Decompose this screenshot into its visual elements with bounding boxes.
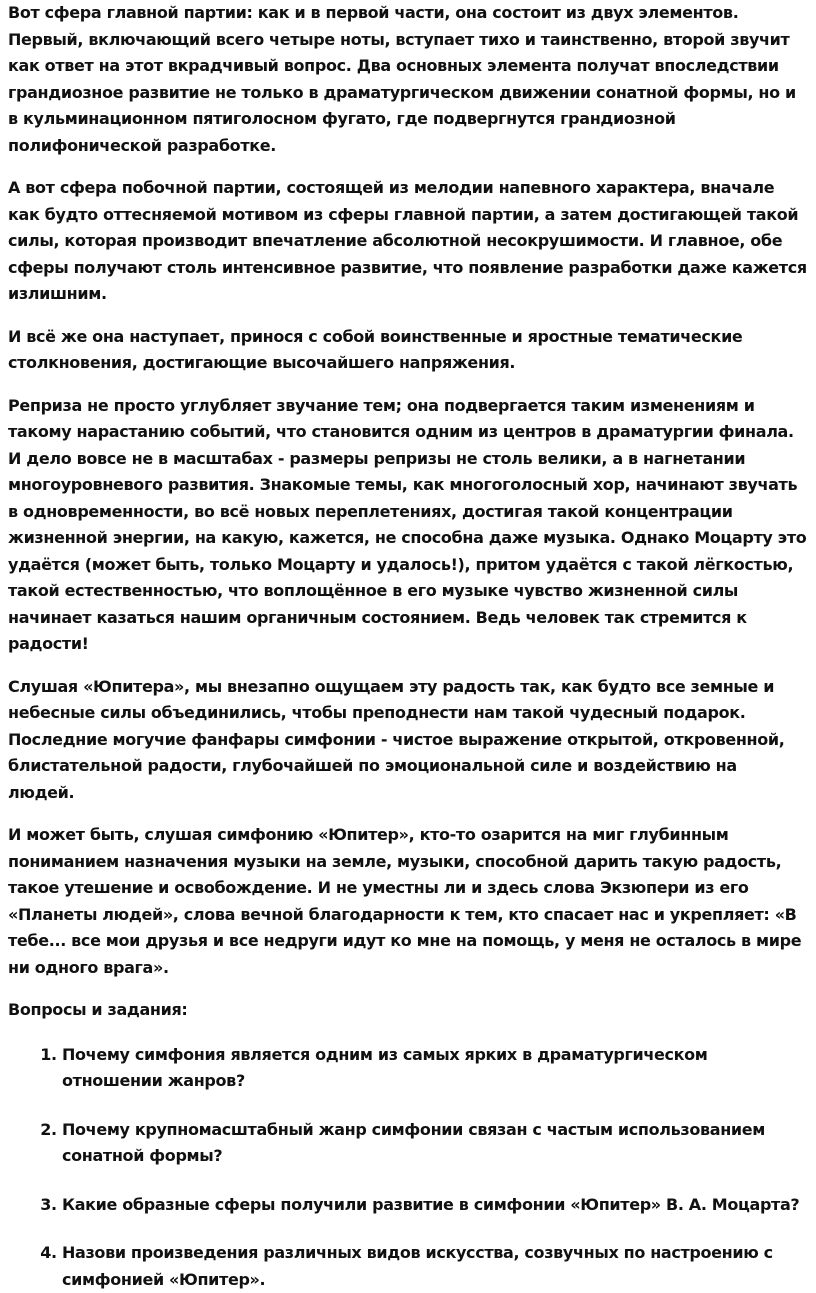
questions-heading: Вопросы и задания: [8, 997, 808, 1024]
paragraph-secondary-theme: А вот сфера побочной партии, состоящей из мелодии напевного характера, вначале как будто оттесняемой мотивом из сферы главной партии, а затем достигающей такой силы, которая производит впечатление абсолютной несокрушимости. И главное, обе сферы получают столь интенсивное развитие, что появление разработки даже кажется излишним. [8, 175, 808, 308]
question-item: 2. Почему крупномасштабный жанр симфонии связан с частым использованием сонатной формы? [62, 1117, 808, 1170]
questions-list [8, 1042, 808, 1293]
paragraph-development: И всё же она наступает, принося с собой воинственные и яростные тематические столкновения, достигающие высочайшего напряжения. [8, 324, 808, 377]
paragraph-main-theme: Вот сфера главной партии: как и в первой части, она состоит из двух элементов. Первый, включающий всего четыре ноты, вступает тихо и таинственно, второй звучит как ответ на этот вкрадчивый вопрос. Два основных элемента получат впоследствии грандиозное развитие не только в драматургическом движении сонатной формы, но и в кульминационном пятиголосном фугато, где подвергнутся грандиозной полифонической разработке. [8, 0, 808, 159]
question-item: 4. Назови произведения различных видов искусства, созвучных по настроению с симфонией «Юпитер». [62, 1240, 808, 1293]
paragraph-jupiter-joy: Слушая «Юпитера», мы внезапно ощущаем эту радость так, как будто все земные и небесные силы объединились, чтобы преподнести нам такой чудесный подарок. Последние могучие фанфары симфонии - чистое выражение открытой, откровенной, блистательной радости, глубочайшей по эмоциональной силе и воздействию на людей. [8, 674, 808, 807]
question-item: 1. Почему симфония является одним из самых ярких в драматургическом отношении жанров? [62, 1042, 808, 1095]
paragraph-exupery: И может быть, слушая симфонию «Юпитер», кто-то озарится на миг глубинным пониманием назначения музыки на земле, музыки, способной дарить такую радость, такое утешение и освобождение. И не уместны ли и здесь слова Экзюпери из его «Планеты людей», слова вечной благодарности к тем, кто спасает нас и укрепляет: «В тебе... все мои друзья и все недруги идут ко мне на помощь, у меня не осталось в мире ни одного врага». [8, 822, 808, 981]
question-item: 3. Какие образные сферы получили развитие в симфонии «Юпитер» В. А. Моцарта? [62, 1192, 808, 1219]
paragraph-reprise: Реприза не просто углубляет звучание тем; она подвергается таким изменениям и такому нарастанию событий, что становится одним из центров в драматургии финала. И дело вовсе не в масштабах - размеры репризы не столь велики, а в нагнетании многоуровневого развития. Знакомые темы, как многоголосный хор, начинают звучать в одновременности, во всё новых переплетениях, достигая такой концентрации жизненной энергии, на какую, кажется, не способна даже музыка. Однако Моцарту это удаётся (может быть, только Моцарту и удалось!), притом удаётся с такой лёгкостью, такой естественностью, что воплощённое в его музыке чувство жизненной силы начинает казаться нашим органичным состоянием. Ведь человек так стремится к радости! [8, 393, 808, 658]
